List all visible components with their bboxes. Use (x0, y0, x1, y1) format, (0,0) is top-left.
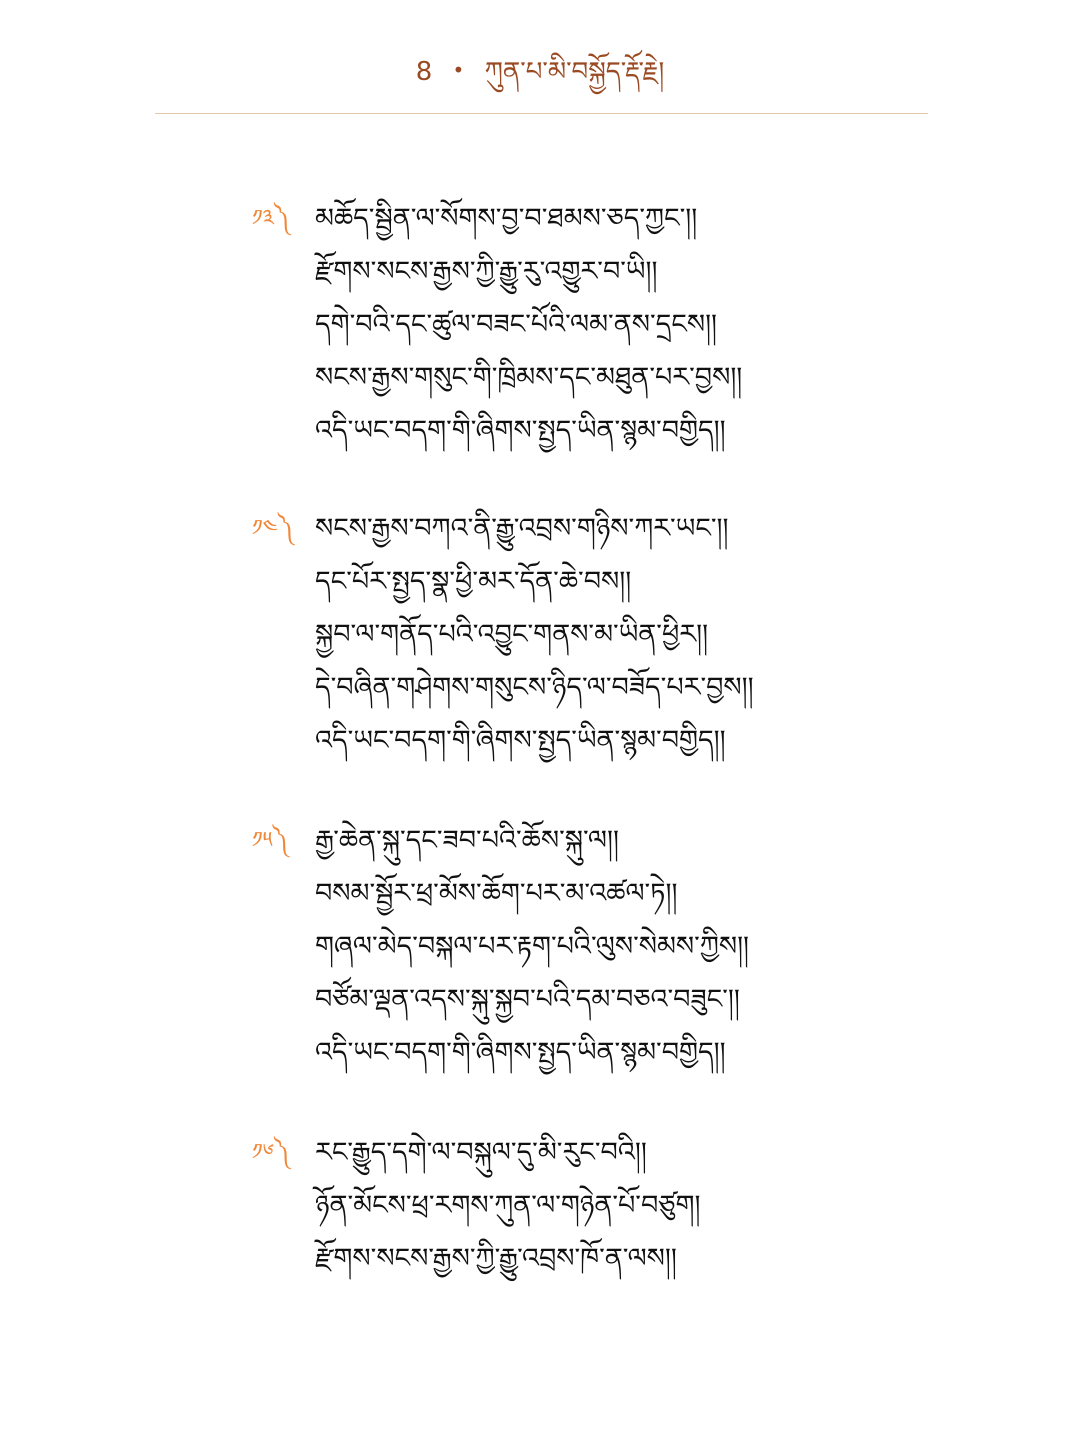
running-title: ཀུན་པ་མི་བསྐྱོད་རྡོ་རྗེ། (484, 57, 665, 87)
verse-line: འདི་ཡང་བདག་གི་ཞིགས་སྤྱད་ཡིན་སྙམ་བགྱིད།། (315, 1037, 726, 1068)
header-separator: • (452, 58, 465, 82)
verse-line: དགེ་བའི་དང་ཚུལ་བཟང་པོའི་ལམ་ནས་དྲངས།། (315, 309, 718, 340)
verse-line: རྫོགས་སངས་རྒྱས་ཀྱི་རྒྱུ་རུ་འགྱུར་བ་ཡི།། (315, 256, 658, 287)
verse-line: བཙོམ་ལྡན་འདས་སྐུ་སྐྱབ་པའི་དམ་བཅའ་བཟུང་།། (315, 984, 740, 1015)
verse-line: གཞལ་མེད་བསྐལ་པར་རྟག་པའི་ལུས་སེམས་ཀྱིས།། (315, 931, 750, 962)
verse-line: ཉོན་མོངས་ཕྲ་རགས་ཀུན་ལ་གཉེན་པོ་བཙུག། (315, 1190, 701, 1221)
verse-line: རང་རྒྱུད་དགེ་ལ་བསྐུལ་དུ་མི་རུང་བའི།། (315, 1137, 647, 1168)
verse-number: ༡༦༽ (252, 1140, 290, 1165)
verse-line: སངས་རྒྱས་བཀའ་ནི་རྒྱུ་འབྲས་གཉིས་ཀར་ཡང་།། (315, 513, 729, 544)
verse-line: བསམ་སྦྱོར་ཕྲ་མོས་ཆོག་པར་མ་འཚལ་ཏེ།། (315, 878, 678, 909)
verse-line: སྐྱབ་ལ་གནོད་པའི་འབྱུང་གནས་མ་ཡིན་ཕྱིར།། (315, 619, 709, 650)
verse-line: དང་པོར་སྤྱད་སྣ་ཕྱི་མར་དོན་ཆེ་བས།། (315, 566, 632, 597)
verse-number: ༡༥༽ (252, 828, 289, 853)
verse-line: སངས་རྒྱས་གསུང་གི་ཁྲིམས་དང་མཐུན་པར་བྱས།། (315, 362, 743, 393)
page-number: 8 (415, 57, 433, 87)
verse-line: རྒྱ་ཆེན་སྐུ་དང་ཟབ་པའི་ཆོས་སྐུ་ལ།། (315, 825, 619, 856)
header-rule (155, 113, 928, 114)
page-header (0, 50, 1080, 92)
verse-line: རྫོགས་སངས་རྒྱས་ཀྱི་རྒྱུ་འབྲས་ཁོ་ན་ལས།། (315, 1243, 677, 1274)
verse-line: འདི་ཡང་བདག་གི་ཞིགས་སྤྱད་ཡིན་སྙམ་བགྱིད།། (315, 415, 726, 446)
verse-number: ༡༣༽ (252, 206, 290, 231)
verse-line: འདི་ཡང་བདག་གི་ཞིགས་སྤྱད་ཡིན་སྙམ་བགྱིད།། (315, 725, 726, 756)
verse-line: མཆོད་སྦྱིན་ལ་སོགས་བྱ་བ་ཐམས་ཅད་ཀྱང་།། (315, 203, 698, 234)
verse-line: དེ་བཞིན་གཤེགས་གསུངས་ཉིད་ལ་བཟོད་པར་བྱས།། (315, 672, 754, 703)
verse-number: ༡༤༽ (252, 516, 294, 541)
